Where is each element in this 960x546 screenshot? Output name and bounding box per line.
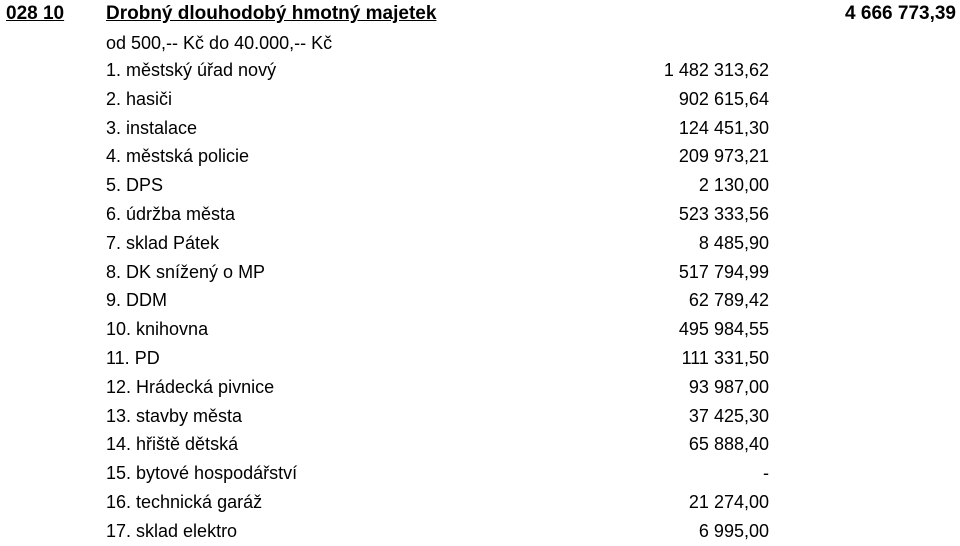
list-item — [0, 488, 960, 517]
item-amount: 111 331,50 — [681, 347, 769, 368]
item-list — [0, 56, 960, 546]
list-item — [0, 258, 960, 287]
list-item — [0, 114, 960, 143]
item-label: 11. PD — [106, 347, 160, 368]
list-item — [0, 430, 960, 459]
list-item — [0, 344, 960, 373]
item-amount: 495 984,55 — [678, 319, 769, 340]
item-label: 14. hřiště dětská — [106, 434, 239, 455]
list-item — [0, 315, 960, 344]
list-item — [0, 56, 960, 85]
item-amount: 65 888,40 — [688, 434, 769, 455]
account-code: 028 10 — [6, 3, 65, 24]
item-amount: 1 482 313,62 — [663, 60, 769, 80]
item-label: 3. instalace — [106, 117, 198, 138]
list-item — [0, 459, 960, 488]
item-amount: 2 130,00 — [698, 175, 769, 196]
list-item — [0, 402, 960, 431]
list-item — [0, 200, 960, 229]
list-item — [0, 286, 960, 315]
list-item — [0, 229, 960, 258]
item-amount: - — [763, 463, 769, 484]
item-amount: 6 995,00 — [698, 520, 769, 541]
item-label: 10. knihovna — [106, 319, 209, 340]
item-amount: 8 485,90 — [698, 232, 769, 253]
item-amount: 124 451,30 — [678, 117, 769, 138]
section-subtitle: od 500,-- Kč do 40.000,-- Kč — [106, 33, 333, 53]
list-item — [0, 171, 960, 200]
item-amount: 21 274,00 — [688, 491, 769, 512]
item-label: 8. DK snížený o MP — [106, 261, 266, 282]
item-label: 17. sklad elektro — [106, 520, 238, 541]
item-amount: 62 789,42 — [688, 290, 769, 311]
list-item — [0, 373, 960, 402]
item-amount: 37 425,30 — [688, 405, 769, 426]
item-label: 7. sklad Pátek — [106, 232, 220, 253]
item-amount: 93 987,00 — [688, 376, 769, 397]
item-label: 4. městská policie — [106, 146, 250, 167]
section-header — [0, 0, 960, 28]
item-amount: 523 333,56 — [678, 203, 769, 224]
section-title: Drobný dlouhodobý hmotný majetek — [106, 3, 437, 24]
item-label: 12. Hrádecká pivnice — [106, 376, 275, 397]
item-label: 16. technická garáž — [106, 491, 263, 512]
item-label: 1. městský úřad nový — [106, 60, 277, 80]
item-label: 9. DDM — [106, 290, 168, 311]
list-item — [0, 517, 960, 546]
list-item — [0, 85, 960, 114]
list-item — [0, 142, 960, 171]
item-amount: 902 615,64 — [678, 88, 769, 109]
item-label: 15. bytové hospodářství — [106, 463, 298, 484]
item-label: 2. hasiči — [106, 88, 173, 109]
item-amount: 209 973,21 — [678, 146, 769, 167]
item-label: 13. stavby města — [106, 405, 243, 426]
item-amount: 517 794,99 — [678, 261, 769, 282]
item-label: 5. DPS — [106, 175, 164, 196]
section-total: 4 666 773,39 — [845, 3, 956, 24]
item-label: 6. údržba města — [106, 203, 236, 224]
